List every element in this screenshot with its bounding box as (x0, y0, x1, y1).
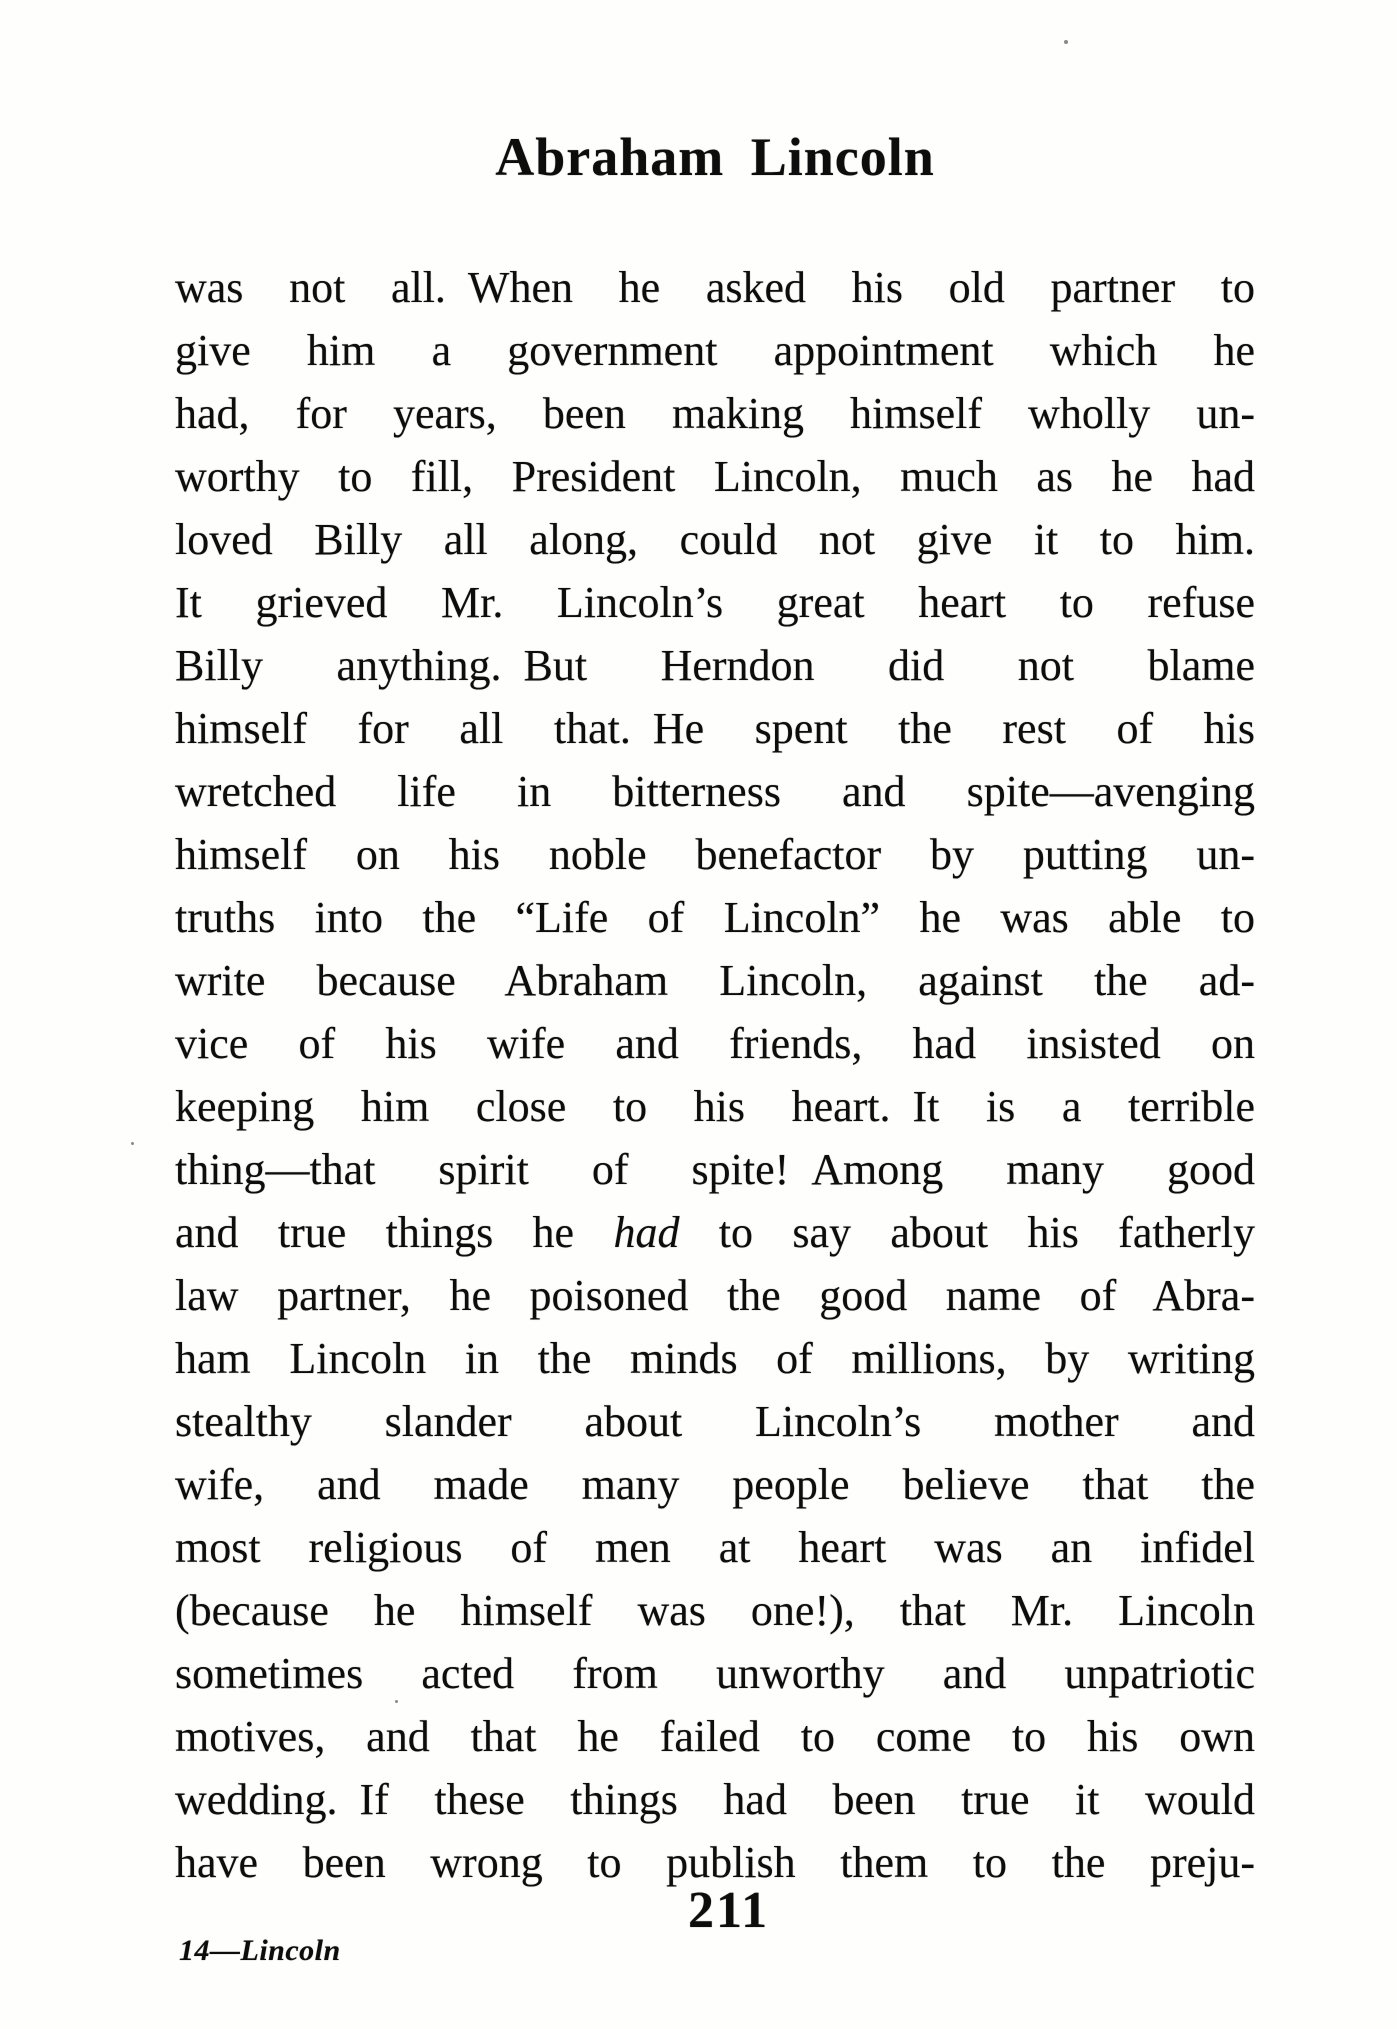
body-segment: have been wrong to publish them to the preju- (175, 1838, 1255, 1887)
body-segment: was not all. When he asked his old partner to (175, 263, 1255, 312)
body-segment: law partner, he poisoned the good name of Abra- (175, 1271, 1255, 1320)
body-line (175, 1516, 1255, 1579)
body-segment: himself for all that. He spent the rest of his (175, 704, 1255, 753)
body-line (175, 1138, 1255, 1201)
body-text (175, 256, 1255, 1894)
body-line (175, 571, 1255, 634)
body-segment: wedding. If these things had been true it would (175, 1775, 1255, 1824)
body-segment: wife, and made many people believe that the (175, 1460, 1255, 1509)
body-segment: (because he himself was one!), that Mr. Lincoln (175, 1586, 1255, 1635)
body-line (175, 886, 1255, 949)
body-line (175, 1705, 1255, 1768)
body-line (175, 823, 1255, 886)
body-line (175, 1075, 1255, 1138)
body-line (175, 445, 1255, 508)
body-line (175, 1012, 1255, 1075)
body-segment: worthy to fill, President Lincoln, much as he had (175, 452, 1255, 501)
body-segment: truths into the “Life of Lincoln” he was able to (175, 893, 1255, 942)
page-number: 211 (688, 1882, 770, 1939)
body-line (175, 949, 1255, 1012)
scan-speck (131, 1142, 134, 1145)
body-segment: loved Billy all along, could not give it to him. (175, 515, 1255, 564)
body-line (175, 319, 1255, 382)
scan-speck (395, 1700, 398, 1703)
body-line (175, 760, 1255, 823)
body-segment: sometimes acted from unworthy and unpatriotic (175, 1649, 1255, 1698)
body-line (175, 1390, 1255, 1453)
body-segment: It grieved Mr. Lincoln’s great heart to refuse (175, 578, 1255, 627)
body-line (175, 382, 1255, 445)
body-line (175, 508, 1255, 571)
body-segment: stealthy slander about Lincoln’s mother and (175, 1397, 1255, 1446)
body-line (175, 697, 1255, 760)
body-line (175, 1453, 1255, 1516)
body-segment: had, for years, been making himself wholly un- (175, 389, 1255, 438)
body-line (175, 1642, 1255, 1705)
body-line (175, 634, 1255, 697)
scan-speck (1064, 40, 1068, 44)
signature-mark: 14—Lincoln (179, 1934, 341, 1967)
body-segment: himself on his noble benefactor by putting un- (175, 830, 1255, 879)
body-segment: write because Abraham Lincoln, against the ad- (175, 956, 1255, 1005)
body-italic-word: had (613, 1208, 680, 1257)
body-segment: Billy anything. But Herndon did not blame (175, 641, 1255, 690)
page-title: Abraham Lincoln (495, 127, 935, 187)
body-line (175, 1768, 1255, 1831)
body-segment: to say about his fatherly (679, 1208, 1255, 1257)
body-line (175, 1327, 1255, 1390)
body-segment: keeping him close to his heart. It is a terrible (175, 1082, 1255, 1131)
body-segment: ham Lincoln in the minds of millions, by writing (175, 1334, 1255, 1383)
body-segment: motives, and that he failed to come to his own (175, 1712, 1255, 1761)
body-segment: thing—that spirit of spite! Among many good (175, 1145, 1255, 1194)
body-segment: most religious of men at heart was an infidel (175, 1523, 1255, 1572)
body-segment: vice of his wife and friends, had insisted on (175, 1019, 1255, 1068)
body-segment: and true things he (175, 1208, 614, 1257)
body-line (175, 1579, 1255, 1642)
body-line (175, 1264, 1255, 1327)
body-segment: wretched life in bitterness and spite—avenging (175, 767, 1255, 816)
body-line (175, 256, 1255, 319)
body-line (175, 1201, 1255, 1264)
body-segment: give him a government appointment which he (175, 326, 1255, 375)
